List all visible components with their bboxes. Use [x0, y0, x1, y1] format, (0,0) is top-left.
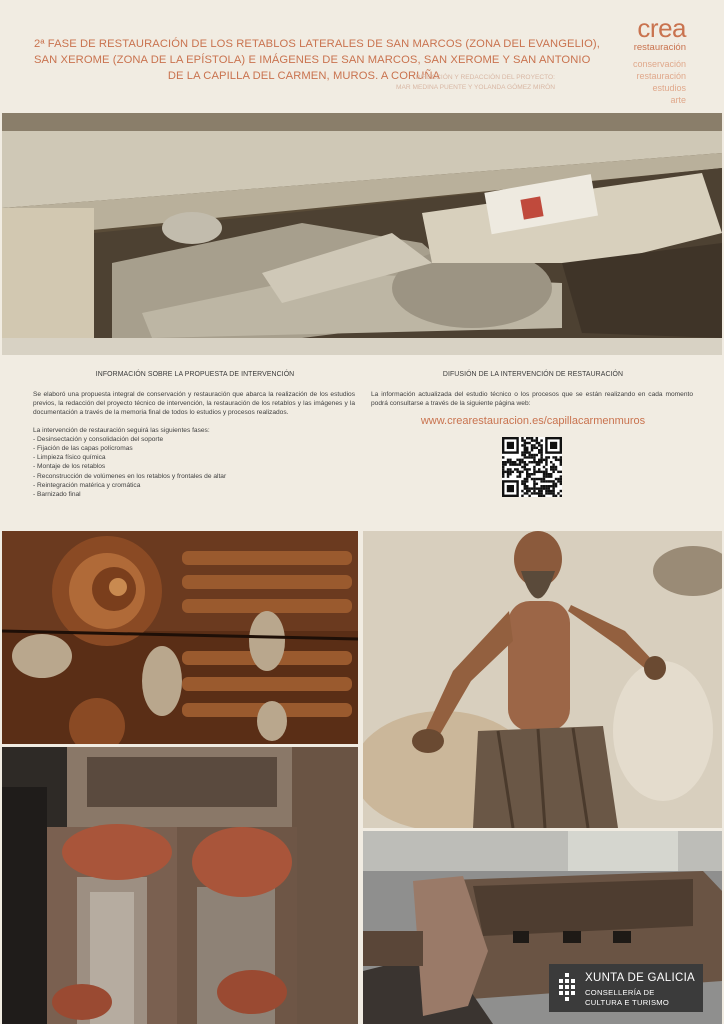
xunta-department: [585, 988, 669, 1007]
title-line: SAN XEROME (ZONA DE LA EPÍSTOLA) E IMÁGENES DE SAN MARCOS, SAN XEROME Y SAN ANTONIO: [34, 54, 591, 66]
project-url-link[interactable]: www.crearestauracion.es/capillacarmenmuros: [420, 415, 646, 427]
qr-code-icon: [502, 437, 562, 497]
qr-code[interactable]: [502, 437, 562, 497]
logo-subtitle: restauración: [633, 42, 686, 53]
logo-services: [600, 58, 686, 106]
info-right-heading: DIFUSIÓN DE LA INTERVENCIÓN DE RESTAURACIÓN: [442, 371, 624, 378]
xunta-name: XUNTA DE GALICIA: [585, 972, 696, 984]
capital-detail-photo: [2, 531, 358, 744]
logo-wordmark: crea: [637, 13, 686, 43]
credits-line: DIRECCIÓN Y REDACCIÓN DEL PROYECTO:: [415, 74, 555, 81]
info-left-heading: INFORMACIÓN SOBRE LA PROPUESTA DE INTERVENCIÓN: [95, 371, 295, 378]
title-line: DE LA CAPILLA DEL CARMEN, MUROS. A CORUÑA: [167, 70, 441, 82]
credits-line: MAR MEDINA PUENTE Y YOLANDA GÓMEZ MIRÓN: [395, 83, 555, 91]
phase-item: - Barnizado final: [33, 491, 81, 499]
crea-logo: [600, 15, 686, 106]
saint-sculpture-photo: [363, 531, 722, 828]
hero-photo: [2, 113, 722, 355]
info-right-paragraph: La información actualizada del estudio técnico o los procesos que se están realizando en cada momento podrá consultarse a través de la siguiente página web:: [371, 391, 693, 408]
phases-list: [33, 435, 355, 499]
phases-intro: La intervención de restauración seguirá las siguientes fases:: [33, 426, 210, 434]
phase-item: - Fijación de las capas polícromas: [33, 445, 133, 453]
phase-item: - Limpieza físico química: [33, 454, 106, 462]
info-left-paragraph: Se elaboró una propuesta integral de conservación y restauración que abarca la realización de los estudios previos, la redacción del proyecto técnico de intervención, la restauración de los retablos y las imágenes y la documentación a través de la memoria final de todos lo estudios y procesos realizados.: [33, 391, 355, 417]
phase-item: - Desinsectación y consolidación del soporte: [33, 435, 164, 443]
project-credits: [340, 73, 555, 92]
capital-illustration: [2, 531, 358, 744]
xunta-de-galicia-badge: [549, 964, 703, 1012]
galicia-coat-of-arms-icon: [556, 972, 578, 1005]
logo-service-item: restauración: [636, 71, 686, 81]
xunta-dept-line: CONSELLERÍA DE: [585, 988, 655, 997]
sculpture-illustration: [363, 531, 722, 828]
logo-service-item: conservación: [632, 59, 686, 69]
frames-illustration: [2, 747, 358, 1024]
frames-photo: [2, 747, 358, 1024]
phase-item: - Montaje de los retablos: [33, 463, 106, 471]
title-line: 2ª FASE DE RESTAURACIÓN DE LOS RETABLOS LATERALES DE SAN MARCOS (ZONA DEL EVANGELIO),: [34, 38, 600, 50]
logo-service-item: arte: [670, 95, 686, 105]
phase-item: - Reconstrucción de volúmenes en los retablos y frontales de altar: [33, 472, 227, 480]
retablo-fragments-illustration: [2, 113, 722, 355]
xunta-dept-line: CULTURA E TURISMO: [585, 997, 670, 1007]
phase-item: - Reintegración matérica y cromática: [33, 481, 141, 489]
logo-service-item: estudios: [652, 83, 686, 93]
info-right-body: [371, 390, 693, 416]
info-left-body: [33, 390, 355, 499]
